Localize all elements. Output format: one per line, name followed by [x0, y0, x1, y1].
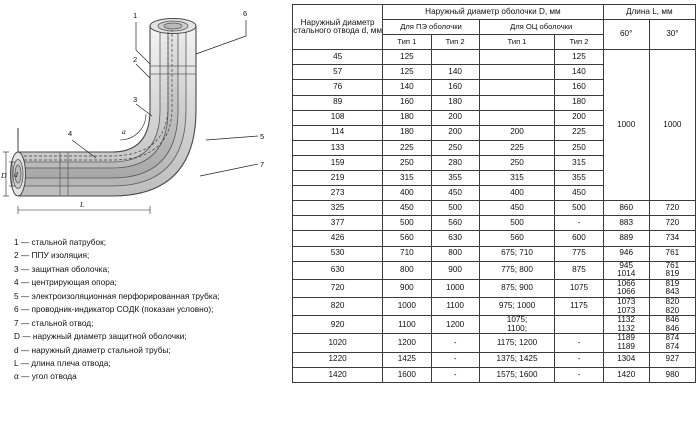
cell-diameter-d: 426: [293, 231, 383, 246]
cell-oc-type1: [479, 95, 555, 110]
cell-pe-type2: 900: [431, 261, 479, 279]
cell-oc-type2: 875: [555, 261, 603, 279]
cell-pe-type2: 160: [431, 80, 479, 95]
cell-diameter-d: 108: [293, 110, 383, 125]
cell-diameter-d: 273: [293, 186, 383, 201]
header-diameter-d: Наружный диаметр стального отвода d, мм: [293, 5, 383, 50]
cell-pe-type2: -: [431, 367, 479, 382]
cell-pe-type2: 1000: [431, 279, 479, 297]
cell-oc-type1: 200: [479, 125, 555, 140]
legend-item: 1 — стальной патрубок;: [14, 237, 107, 247]
cell-pe-type2: 560: [431, 216, 479, 231]
cell-diameter-d: 1420: [293, 367, 383, 382]
cell-pe-type1: 450: [383, 201, 431, 216]
table-row: [293, 334, 696, 352]
cell-len-60: 945 1014: [603, 261, 649, 279]
cell-pe-type1: 180: [383, 110, 431, 125]
cell-pe-type2: 355: [431, 171, 479, 186]
cell-len-30: 734: [649, 231, 695, 246]
spec-table-panel: [292, 0, 700, 432]
cell-len-30: 1000: [649, 50, 695, 201]
cell-oc-type2: 250: [555, 140, 603, 155]
legend-item: 7 — стальной отвод;: [14, 317, 94, 328]
cell-pe-type2: 630: [431, 231, 479, 246]
header-len-30: 30°: [649, 20, 695, 50]
cell-len-60: 1420: [603, 367, 649, 382]
cell-len-30: 720: [649, 216, 695, 231]
cell-oc-type1: [479, 50, 555, 65]
cell-len-30: 980: [649, 367, 695, 382]
cell-pe-type1: 140: [383, 80, 431, 95]
table-row: [293, 298, 696, 316]
cell-oc-type2: [555, 316, 603, 334]
table-row: [293, 216, 696, 231]
legend-list: [14, 236, 290, 384]
cell-diameter-d: 630: [293, 261, 383, 279]
table-row: [293, 352, 696, 367]
cell-oc-type2: 600: [555, 231, 603, 246]
cell-oc-type1: 1575; 1600: [479, 367, 555, 382]
cell-diameter-d: 820: [293, 298, 383, 316]
cell-len-30: 874 874: [649, 334, 695, 352]
cell-len-60: 1000: [603, 50, 649, 201]
header-oc-type2: Тип 2: [555, 35, 603, 50]
spec-table: [292, 4, 696, 383]
cell-diameter-d: 57: [293, 65, 383, 80]
cell-oc-type2: 775: [555, 246, 603, 261]
cell-oc-type2: 200: [555, 110, 603, 125]
cell-oc-type1: 1375; 1425: [479, 352, 555, 367]
figure-panel: [0, 0, 292, 432]
cell-pe-type2: 180: [431, 95, 479, 110]
header-len-60: 60°: [603, 20, 649, 50]
cell-oc-type2: 1175: [555, 298, 603, 316]
header-oc-type1: Тип 1: [479, 35, 555, 50]
cell-len-60: 946: [603, 246, 649, 261]
callout-6: 6: [243, 9, 248, 18]
dim-alpha: a: [122, 127, 126, 136]
cell-oc-type1: 315: [479, 171, 555, 186]
callout-2: 2: [133, 55, 138, 64]
cell-len-30: 819 843: [649, 279, 695, 297]
cell-oc-type1: 250: [479, 155, 555, 170]
cell-pe-type2: 200: [431, 110, 479, 125]
cell-diameter-d: 1220: [293, 352, 383, 367]
cell-pe-type2: 800: [431, 246, 479, 261]
cell-diameter-d: 1020: [293, 334, 383, 352]
legend-item: 6 — проводник-индикатор СОДК (показан условно);: [14, 304, 214, 315]
cell-len-60: 860: [603, 201, 649, 216]
cell-pe-type2: 280: [431, 155, 479, 170]
cell-len-60: 1304: [603, 352, 649, 367]
cell-oc-type1: 400: [479, 186, 555, 201]
legend-item: 5 — электроизоляционная перфорированная трубка;: [14, 290, 220, 301]
cell-pe-type1: 800: [383, 261, 431, 279]
cell-len-30: 820 820: [649, 298, 695, 316]
cell-oc-type2: 160: [555, 80, 603, 95]
callout-1: 1: [133, 11, 138, 20]
cell-pe-type1: 1200: [383, 334, 431, 352]
cell-oc-type1: [479, 110, 555, 125]
cell-oc-type2: 500: [555, 201, 603, 216]
table-row: [293, 201, 696, 216]
cell-diameter-d: 114: [293, 125, 383, 140]
cell-diameter-d: 920: [293, 316, 383, 334]
cell-pe-type1: 125: [383, 65, 431, 80]
cell-len-30: 761 819: [649, 261, 695, 279]
cell-pe-type1: 180: [383, 125, 431, 140]
cell-oc-type2: 315: [555, 155, 603, 170]
cell-len-60: 883: [603, 216, 649, 231]
cell-diameter-d: 159: [293, 155, 383, 170]
legend-item: L — длина плеча отвода;: [14, 357, 111, 368]
callout-7: 7: [260, 160, 265, 169]
table-row: [293, 246, 696, 261]
cell-diameter-d: 133: [293, 140, 383, 155]
callout-4: 4: [68, 129, 73, 138]
cell-diameter-d: 530: [293, 246, 383, 261]
cell-pe-type1: 225: [383, 140, 431, 155]
cell-oc-type2: -: [555, 352, 603, 367]
cell-diameter-d: 720: [293, 279, 383, 297]
cell-pe-type2: 140: [431, 65, 479, 80]
legend-item: 3 — защитная оболочка;: [14, 263, 110, 274]
cell-oc-type1: 1075; 1100;: [479, 316, 555, 334]
cell-pe-type2: [431, 50, 479, 65]
dim-L: L: [80, 200, 85, 209]
cell-oc-type1: 500: [479, 216, 555, 231]
dim-D: D: [1, 171, 7, 180]
cell-oc-type2: 450: [555, 186, 603, 201]
cell-diameter-d: 219: [293, 171, 383, 186]
dim-d: d: [14, 170, 18, 179]
cell-pe-type1: 1600: [383, 367, 431, 382]
cell-oc-type2: -: [555, 334, 603, 352]
cell-oc-type1: 560: [479, 231, 555, 246]
cell-oc-type1: 450: [479, 201, 555, 216]
cell-oc-type1: 875; 900: [479, 279, 555, 297]
cell-len-60: 1066 1066: [603, 279, 649, 297]
cell-pe-type1: 560: [383, 231, 431, 246]
legend-item: 2 — ППУ изоляция;: [14, 250, 90, 261]
cell-pe-type2: 250: [431, 140, 479, 155]
callout-3: 3: [133, 95, 138, 104]
cell-oc-type2: 1075: [555, 279, 603, 297]
table-row: [293, 261, 696, 279]
table-row: [293, 231, 696, 246]
cell-pe-type2: 450: [431, 186, 479, 201]
callout-5: 5: [260, 132, 265, 141]
cell-pe-type1: 500: [383, 216, 431, 231]
cell-oc-type1: [479, 80, 555, 95]
cell-len-30: 846 846: [649, 316, 695, 334]
table-row: [293, 367, 696, 382]
cell-pe-type1: 710: [383, 246, 431, 261]
cell-oc-type2: 140: [555, 65, 603, 80]
legend-item: 4 — центрирующая опора;: [14, 277, 117, 288]
cell-oc-type1: 675; 710: [479, 246, 555, 261]
cell-pe-type2: -: [431, 352, 479, 367]
cell-pe-type1: 1100: [383, 316, 431, 334]
header-oc-shell: Для ОЦ оболочки: [479, 20, 603, 35]
table-row: [293, 279, 696, 297]
cell-oc-type2: 225: [555, 125, 603, 140]
cell-pe-type1: 160: [383, 95, 431, 110]
cell-oc-type1: 775; 800: [479, 261, 555, 279]
cell-len-60: 889: [603, 231, 649, 246]
elbow-drawing: [0, 0, 292, 230]
header-pe-type2: Тип 2: [431, 35, 479, 50]
table-row: [293, 50, 696, 65]
spec-table-body: [293, 50, 696, 383]
header-pe-type1: Тип 1: [383, 35, 431, 50]
cell-oc-type1: 1175; 1200: [479, 334, 555, 352]
legend-item: α — угол отвода: [14, 371, 77, 382]
legend-item: d — наружный диаметр стальной трубы;: [14, 344, 171, 355]
header-length-group: Длина L, мм: [603, 5, 695, 20]
cell-diameter-d: 89: [293, 95, 383, 110]
header-shell-group: Наружный диаметр оболочки D, мм: [383, 5, 603, 20]
cell-len-30: 720: [649, 201, 695, 216]
cell-pe-type2: 200: [431, 125, 479, 140]
cell-len-30: 927: [649, 352, 695, 367]
cell-pe-type1: 900: [383, 279, 431, 297]
cell-pe-type1: 1425: [383, 352, 431, 367]
legend-item: D — наружный диаметр защитной оболочки;: [14, 331, 187, 342]
header-pe-shell: Для ПЭ оболочки: [383, 20, 480, 35]
cell-pe-type2: 500: [431, 201, 479, 216]
table-row: [293, 316, 696, 334]
cell-diameter-d: 377: [293, 216, 383, 231]
cell-diameter-d: 76: [293, 80, 383, 95]
cell-pe-type2: 1200: [431, 316, 479, 334]
cell-len-30: 761: [649, 246, 695, 261]
cell-pe-type1: 125: [383, 50, 431, 65]
cell-oc-type1: 975; 1000: [479, 298, 555, 316]
cell-pe-type2: 1100: [431, 298, 479, 316]
cell-oc-type2: 125: [555, 50, 603, 65]
cell-pe-type2: -: [431, 334, 479, 352]
cell-pe-type1: 1000: [383, 298, 431, 316]
cell-oc-type2: 355: [555, 171, 603, 186]
cell-len-60: 1132 1132: [603, 316, 649, 334]
cell-oc-type2: 180: [555, 95, 603, 110]
cell-pe-type1: 250: [383, 155, 431, 170]
cell-len-60: 1073 1073: [603, 298, 649, 316]
cell-oc-type2: -: [555, 367, 603, 382]
cell-pe-type1: 400: [383, 186, 431, 201]
cell-diameter-d: 325: [293, 201, 383, 216]
cell-diameter-d: 45: [293, 50, 383, 65]
cell-oc-type1: 225: [479, 140, 555, 155]
cell-len-60: 1189 1189: [603, 334, 649, 352]
cell-oc-type2: -: [555, 216, 603, 231]
cell-oc-type1: [479, 65, 555, 80]
cell-pe-type1: 315: [383, 171, 431, 186]
